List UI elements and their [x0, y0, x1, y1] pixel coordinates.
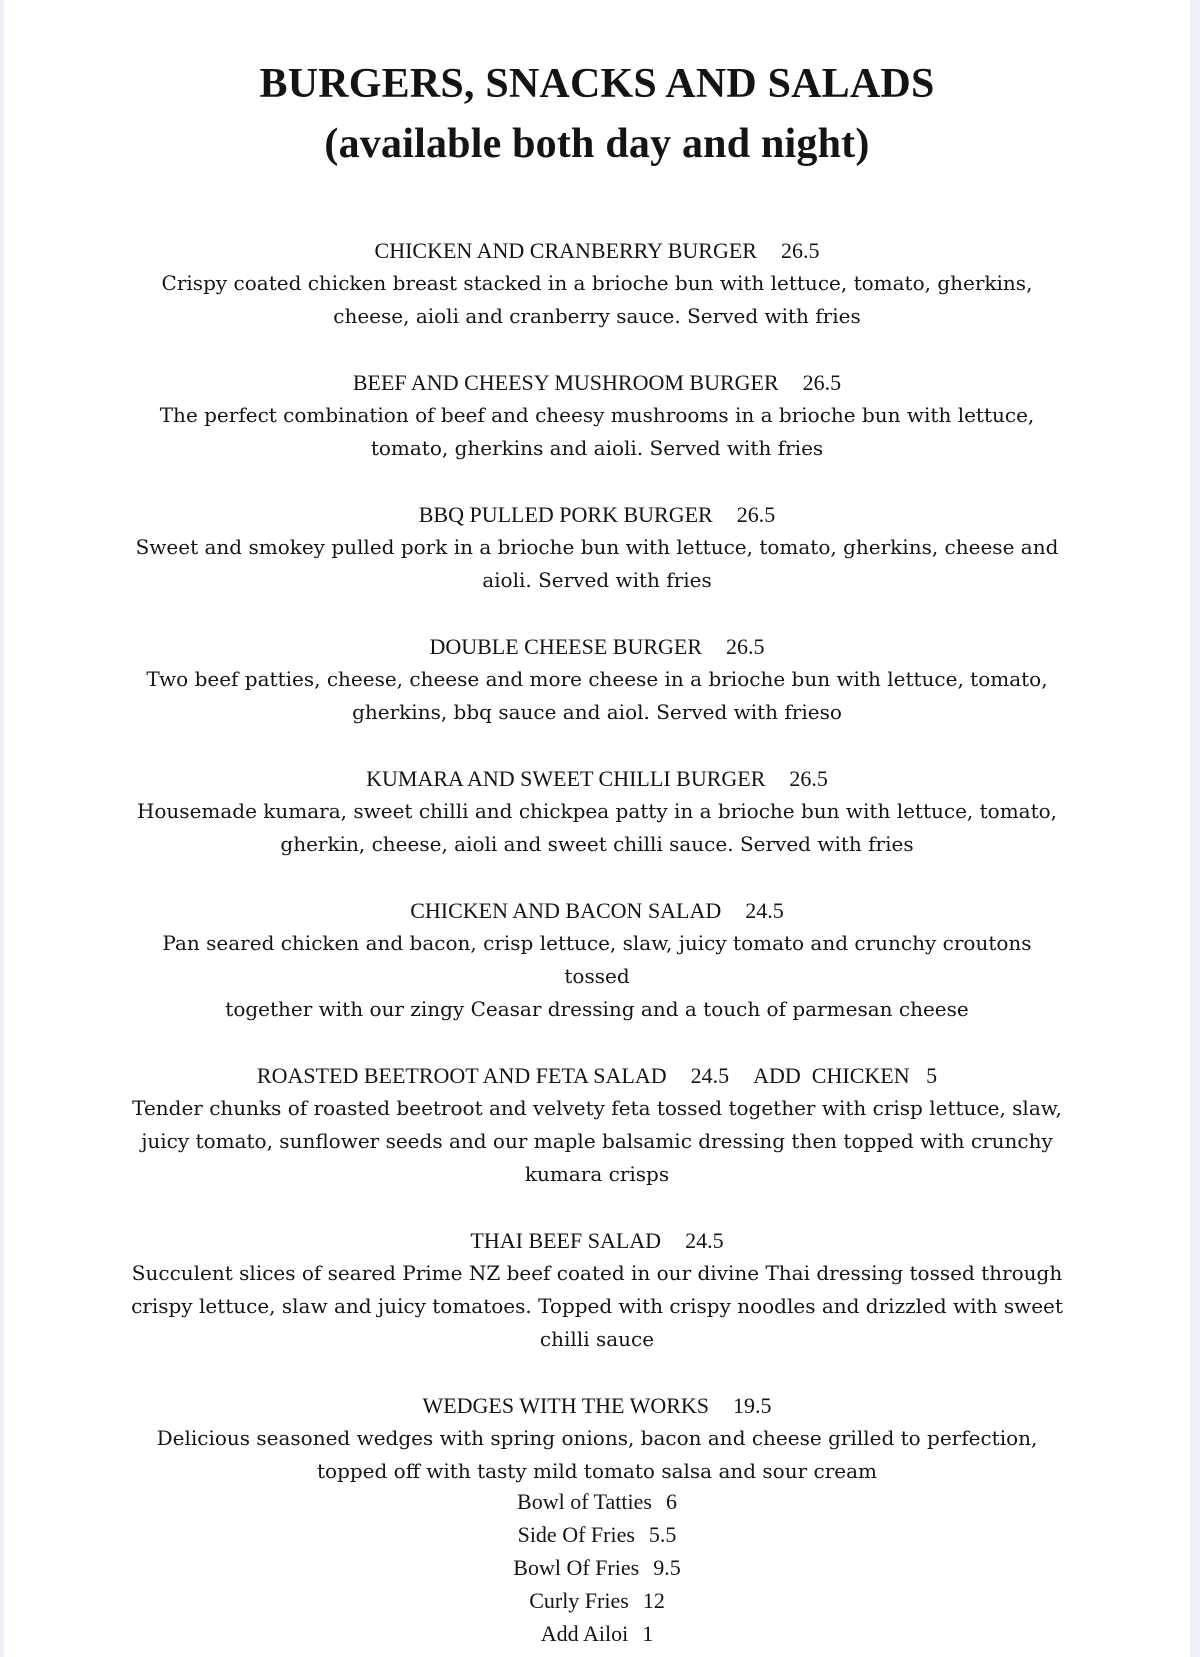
menu-title-line-1: BURGERS, SNACKS AND SALADS — [259, 61, 935, 107]
description-line: chilli sauce — [539, 1327, 655, 1351]
description-line: Succulent slices of seared Prime NZ beef coated in our divine Thai dressing tossed through — [131, 1261, 1063, 1285]
side-item — [4, 1617, 1190, 1650]
description-line: Pan seared chicken and bacon, crisp lettuce, slaw, juicy tomato and crunchy croutons tossed — [162, 931, 1032, 988]
menu-item-price: 26.5 — [726, 634, 765, 659]
menu-item — [4, 630, 1190, 729]
side-item-price: 6 — [665, 1489, 677, 1514]
menu-item-description — [127, 399, 1067, 465]
menu-item-name: ROASTED BEETROOT AND FETA SALAD — [256, 1063, 667, 1088]
side-item-name: Side Of Fries — [517, 1522, 635, 1547]
menu-item — [4, 894, 1190, 1026]
menu-item-name: WEDGES WITH THE WORKS — [422, 1393, 710, 1418]
description-line: gherkins, bbq sauce and aiol. Served with frieso — [352, 700, 842, 724]
description-line: Tender chunks of roasted beetroot and velvety feta tossed together with crisp lettuce, slaw, — [132, 1096, 1062, 1120]
menu-item-price: 26.5 — [780, 238, 820, 263]
side-item-name: Add Ailoi — [540, 1621, 629, 1646]
menu-item-name: BEEF AND CHEESY MUSHROOM BURGER — [352, 370, 779, 395]
menu-item — [4, 1059, 1190, 1191]
menu-item — [4, 234, 1190, 333]
side-item — [4, 1518, 1190, 1551]
menu-item-description — [127, 927, 1067, 1026]
menu-item-description — [127, 795, 1067, 861]
menu-item-description — [127, 663, 1067, 729]
menu-item-price: 19.5 — [733, 1393, 772, 1418]
side-item — [4, 1584, 1190, 1617]
menu-item-heading — [4, 1224, 1190, 1257]
menu-item — [4, 498, 1190, 597]
menu-item-heading — [4, 630, 1190, 663]
description-line: Crispy coated chicken breast stacked in a brioche bun with lettuce, tomato, gherkins, — [161, 271, 1033, 295]
menu-item-price: 26.5 — [802, 370, 842, 395]
side-item-price: 1 — [642, 1621, 654, 1646]
description-line: aioli. Served with fries — [482, 568, 712, 592]
menu-item-description — [127, 1092, 1067, 1191]
description-line: tomato, gherkins and aioli. Served with fries — [370, 436, 824, 460]
menu-item-price: 26.5 — [736, 502, 776, 527]
menu-title-line-2: (available both day and night) — [324, 121, 870, 167]
side-item-name: Bowl of Tatties — [517, 1489, 652, 1514]
description-line: gherkin, cheese, aioli and sweet chilli sauce. Served with fries — [280, 832, 914, 856]
description-line: The perfect combination of beef and cheesy mushrooms in a brioche bun with lettuce, — [159, 403, 1035, 427]
menu-item-name: CHICKEN AND BACON SALAD — [410, 898, 722, 923]
side-item-name: Bowl Of Fries — [513, 1555, 640, 1580]
menu-item-price: 26.5 — [789, 766, 828, 791]
menu-item-price: 24.5 — [690, 1063, 730, 1088]
menu-item-heading — [4, 1059, 1190, 1092]
menu-item-name: KUMARA AND SWEET CHILLI BURGER — [366, 766, 766, 791]
description-line: Two beef patties, cheese, cheese and more cheese in a brioche bun with lettuce, tomato, — [146, 667, 1048, 691]
menu-item — [4, 1224, 1190, 1356]
menu-item-heading — [4, 762, 1190, 795]
menu-item-description — [127, 267, 1067, 333]
menu-item — [4, 1389, 1190, 1488]
description-line: together with our zingy Ceasar dressing and a touch of parmesan cheese — [225, 997, 969, 1021]
side-item-name: Curly Fries — [529, 1588, 629, 1613]
description-line: Housemade kumara, sweet chilli and chickpea patty in a brioche bun with lettuce, tomato, — [136, 799, 1058, 823]
description-line: cheese, aioli and cranberry sauce. Served with fries — [333, 304, 861, 328]
menu-item-heading — [4, 366, 1190, 399]
sides-list — [4, 1485, 1190, 1650]
menu-title — [4, 54, 1190, 174]
menu-item-description — [127, 531, 1067, 597]
menu-item-heading — [4, 498, 1190, 531]
side-item — [4, 1485, 1190, 1518]
menu-item-heading — [4, 894, 1190, 927]
menu-items-list — [4, 234, 1190, 1521]
menu-item-price: 24.5 — [685, 1228, 724, 1253]
menu-item-price: 24.5 — [745, 898, 784, 923]
menu-item-description — [127, 1257, 1067, 1356]
description-line: crispy lettuce, slaw and juicy tomatoes. Topped with crispy noodles and drizzled with sweet — [131, 1294, 1063, 1318]
side-item-price: 5.5 — [648, 1522, 677, 1547]
description-line: Sweet and smokey pulled pork in a brioche bun with lettuce, tomato, gherkins, cheese and — [135, 535, 1059, 559]
menu-item — [4, 762, 1190, 861]
description-line: Delicious seasoned wedges with spring onions, bacon and cheese grilled to perfection, — [156, 1426, 1038, 1450]
description-line: kumara crisps — [524, 1162, 670, 1186]
menu-item-heading — [4, 234, 1190, 267]
menu-item-name: THAI BEEF SALAD — [470, 1228, 662, 1253]
menu-item-name: BBQ PULLED PORK BURGER — [418, 502, 713, 527]
menu-item-addon: ADD CHICKEN 5 — [753, 1063, 938, 1088]
side-item — [4, 1551, 1190, 1584]
menu-item-description — [127, 1422, 1067, 1488]
side-item-price: 9.5 — [653, 1555, 681, 1580]
menu-page — [4, 0, 1190, 1657]
menu-item-heading — [4, 1389, 1190, 1422]
description-line: topped off with tasty mild tomato salsa and sour cream — [317, 1459, 877, 1483]
menu-item-name: CHICKEN AND CRANBERRY BURGER — [374, 238, 757, 263]
menu-item-name: DOUBLE CHEESE BURGER — [429, 634, 703, 659]
menu-item — [4, 366, 1190, 465]
description-line: juicy tomato, sunflower seeds and our maple balsamic dressing then topped with crunchy — [141, 1129, 1053, 1153]
side-item-price: 12 — [642, 1588, 665, 1613]
